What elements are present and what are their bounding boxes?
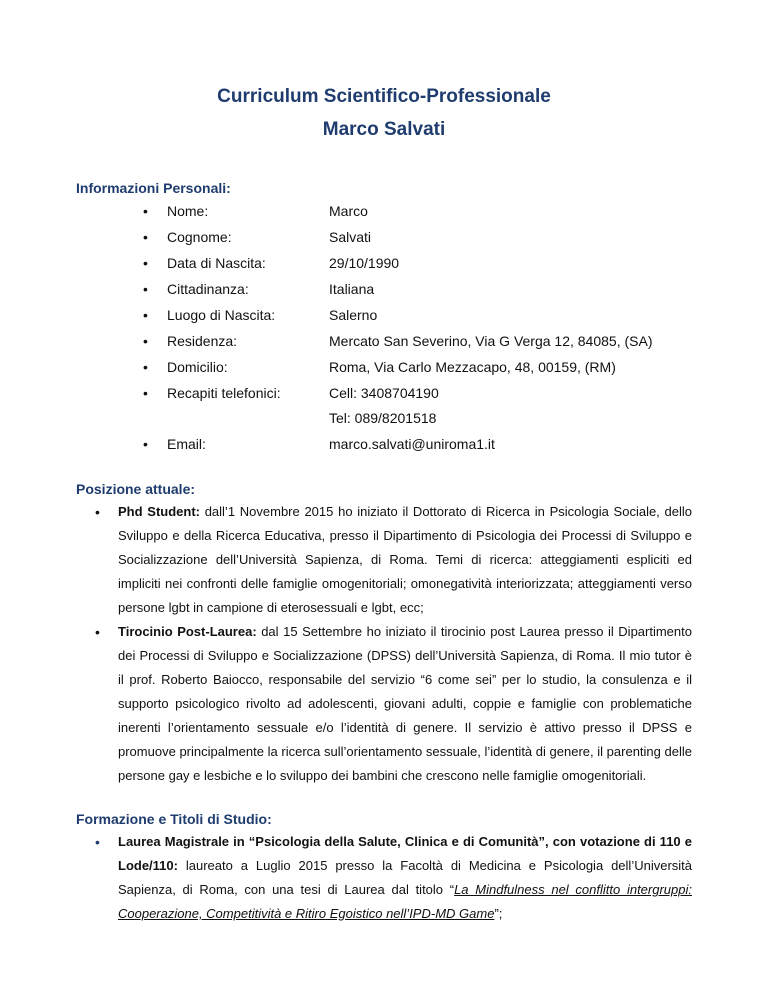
info-value: 29/10/1990 bbox=[329, 255, 400, 271]
bullet: • bbox=[143, 436, 148, 452]
info-value-tel: Tel: 089/8201518 bbox=[329, 410, 437, 426]
info-value: Italiana bbox=[329, 281, 375, 297]
section-heading-education: Formazione e Titoli di Studio: bbox=[76, 811, 272, 827]
info-label: Data di Nascita: bbox=[167, 255, 266, 271]
info-value: Salvati bbox=[329, 229, 372, 245]
paragraph-phd bbox=[118, 500, 692, 620]
paragraph-lead: Phd Student: bbox=[118, 504, 200, 519]
bullet: • bbox=[95, 624, 100, 640]
paragraph-lead: Tirocinio Post-Laurea: bbox=[118, 624, 257, 639]
info-label: Recapiti telefonici: bbox=[167, 385, 281, 401]
paragraph-internship bbox=[118, 620, 692, 788]
info-value: Mercato San Severino, Via G Verga 12, 84085, (SA) bbox=[329, 333, 653, 349]
bullet: • bbox=[143, 333, 148, 349]
info-value: marco.salvati@uniroma1.it bbox=[329, 436, 495, 452]
info-label: Domicilio: bbox=[167, 359, 228, 375]
bullet: • bbox=[95, 834, 100, 850]
person-name: Marco Salvati bbox=[322, 119, 446, 140]
info-label: Nome: bbox=[167, 203, 209, 219]
info-label: Email: bbox=[167, 436, 206, 452]
info-value: Marco bbox=[329, 203, 368, 219]
bullet: • bbox=[143, 203, 148, 219]
bullet: • bbox=[143, 359, 148, 375]
thesis-title: La Mindfulness nel conflitto intergruppi: Cooperazione, Competitività e Ritiro Egoistico nell’IPD-MD Game bbox=[118, 882, 692, 921]
paragraph-text: dall’1 Novembre 2015 ho iniziato il Dottorato di Ricerca in Psicologia Sociale, dello Sviluppo e della Ricerca Educativa, presso il Dipartimento di Psicologia dei Processi di Sviluppo e Socializzazione dell’Università Sapienza, di Roma. Temi di ricerca: atteggiamenti espliciti ed impliciti nei confronti delle famiglie omogenitoriali; omonegatività interiorizzata; atteggiamenti verso persone lgbt in campione di eterosessuali e lgbt, ecc; bbox=[118, 504, 692, 615]
bullet: • bbox=[143, 281, 148, 297]
info-value: Salerno bbox=[329, 307, 378, 323]
paragraph-degree bbox=[118, 830, 692, 926]
info-label: Cittadinanza: bbox=[167, 281, 249, 297]
bullet: • bbox=[143, 307, 148, 323]
document-title: Curriculum Scientifico-Professionale bbox=[217, 86, 551, 107]
paragraph-lead: Laurea Magistrale in “Psicologia della Salute, Clinica e di Comunità”, con votazione di 110 e Lode/110: bbox=[118, 834, 692, 873]
section-heading-current: Posizione attuale: bbox=[76, 481, 196, 497]
info-value: Cell: 3408704190 bbox=[329, 385, 439, 401]
bullet: • bbox=[95, 504, 100, 520]
paragraph-text: laureato a Luglio 2015 presso la Facoltà di Medicina e Psicologia dell’Università Sapienza, di Roma, con una tesi di Laurea dal titolo “ bbox=[118, 858, 692, 897]
info-label: Cognome: bbox=[167, 229, 232, 245]
section-heading-personal: Informazioni Personali: bbox=[76, 180, 231, 196]
bullet: • bbox=[143, 229, 148, 245]
bullet: • bbox=[143, 385, 148, 401]
info-label: Residenza: bbox=[167, 333, 238, 349]
paragraph-text: dal 15 Settembre ho iniziato il tirocinio post Laurea presso il Dipartimento dei Processi di Sviluppo e Socializzazione (DPSS) dell’Università Sapienza, di Roma. Il mio tutor è il prof. Roberto Baiocco, responsabile del servizio “6 come sei” per lo studio, la consulenza e il supporto psicologico rivolto ad adolescenti, giovani adulti, coppie e famiglie con problematiche inerenti l’orientamento sessuale e/o l’identità di genere. Il servizio è attivo presso il DPSS e promuove principalmente la ricerca sull’orientamento sessuale, l’identità di genere, il parenting delle persone gay e lesbiche e lo sviluppo dei bambini che crescono nelle famiglie omogenitoriali. bbox=[118, 624, 692, 783]
info-value: Roma, Via Carlo Mezzacapo, 48, 00159, (RM) bbox=[329, 359, 616, 375]
paragraph-end: ”; bbox=[494, 906, 503, 921]
bullet: • bbox=[143, 255, 148, 271]
info-label: Luogo di Nascita: bbox=[167, 307, 276, 323]
